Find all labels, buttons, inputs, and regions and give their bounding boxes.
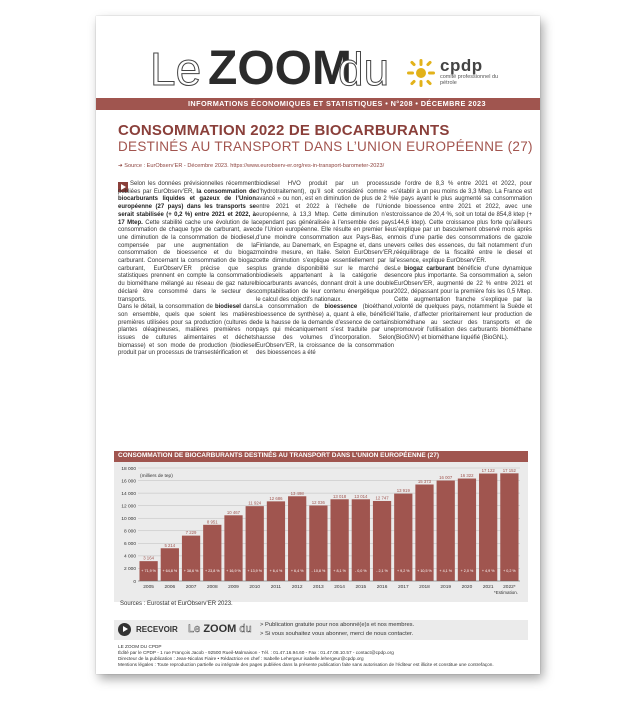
value-label: 8 951 <box>206 519 218 525</box>
growth-label: + 16,9 % <box>226 569 241 573</box>
masthead-zoom: ZOOM <box>208 42 352 95</box>
x-tick-label: 2017 <box>397 585 409 590</box>
footer <box>118 644 538 668</box>
x-tick-label: 2020 <box>461 585 473 590</box>
paragraph: Dans le détail, la consommation de biodiesel dans son ensemble, quels que soient les matières premières utilisées pour sa production (cultures de plantes oléagineuses, matières premières non issues de cultures alimentaires et déchets biomasse) et son mode de production (biodiesel produit par un processus de transestérification et <box>118 304 256 357</box>
cpdp-logo <box>406 56 526 96</box>
value-label: 13 498 <box>290 490 304 496</box>
y-tick-label: 2 000 <box>123 567 136 573</box>
growth-label: + 4,9 % <box>481 569 495 573</box>
value-label: 10 467 <box>226 509 241 515</box>
y-tick-label: 18 000 <box>121 466 136 472</box>
value-label: 7 229 <box>185 530 197 536</box>
x-tick-label: 2012 <box>291 585 303 590</box>
chart-title: CONSOMMATION DE BIOCARBURANTS DESTINÉS AU TRANSPORT DANS L’UNION EUROPÉENNE (27) <box>118 452 440 459</box>
growth-label: + 4,1 % <box>439 569 453 573</box>
paragraph: biodiesel HVO produit par un processus d’hydrotraitement), qu’il soit considéré comme « avancé » ou non, est en diminution de plus de 2 % entre 2021 et 2022 à l’échelle de l’Union européenne, à 13,3 Mtep. Cette diminution n’est cependant pas généralisée à l’ensemble des pays de l’Union européenne. Elle résulte en premier lieu d’une moindre consommation aux Pays-Bas, en Finlande, au Danemark, en Espagne et, dans une moindre mesure, en Italie. Selon EurObserv’ER, cette diminution s’explique essentiellement par la plus grande disponibilité sur le marché des biodiesels appartenant à la catégorie des biocarburants avancés, donnant droit à une double comptabilisation de leur contenu énergétique pour le calcul des objectifs nationaux. <box>256 181 394 303</box>
footer-line: Directeur de la publication : Jean-Nicolas Fiaire • Rédactrice en chef : Isabelle Lehergeur isabelle.lehergeur@cpdp.org <box>118 656 364 662</box>
growth-label: + 2,0 % <box>460 569 474 573</box>
masthead-le: Le <box>150 43 202 95</box>
growth-label: + 64,8 % <box>162 569 178 573</box>
chart-canvas <box>114 462 528 602</box>
growth-label: + 0,2 % <box>503 569 516 573</box>
estimation-note: *Estimation. <box>493 590 518 595</box>
x-tick-label: 2019 <box>440 585 452 590</box>
growth-label: + 6,4 % <box>269 569 283 573</box>
growth-label: - 2,1 % <box>376 569 388 573</box>
y-tick-label: 0 <box>133 579 136 585</box>
y-tick-label: 4 000 <box>123 554 136 560</box>
bar <box>394 494 412 581</box>
growth-label: + 10,5 % <box>417 569 432 573</box>
x-tick-label: 2021 <box>482 585 494 590</box>
paragraph: Selon les données prévisionnelles récemment publiées par EurObserv’ER, la consommation de biocarburants liquides et gazeux de l’Union européenne (27 pays) dans les transports se serait stabilisée (+ 0,2 %) entre 2021 et 2022, à 17 Mtep. Cette stabilité cache une évolution de la consommation de chaque type de carburant, avec une diminution de la consommation de biodiesel, compensée par une augmentation de la consommation de bioessence et du biogaz carburant. Concernant la consommation de biogaz carburant, EurObserv’ER précise que ses statistiques prennent en compte la consommation du biométhane mélangé au réseau de gaz naturel déclaré être consommé dans le secteur des transports. <box>118 181 256 303</box>
x-tick-label: 2006 <box>164 585 176 590</box>
issue-info: INFORMATIONS ÉCONOMIQUES ET STATISTIQUES • N°208 • DÉCEMBRE 2023 <box>188 99 486 108</box>
receive-line-1: > Publication gratuite pour nos abonné(e)s et nos membres. <box>260 622 415 628</box>
article-column-2 <box>256 181 394 358</box>
growth-label: + 13,9 % <box>247 569 263 573</box>
footer-line: LE ZOOM DU CPDP <box>118 644 162 649</box>
chart-sources: Sources : Eurostat et EurObserv’ER 2023. <box>120 601 233 607</box>
x-tick-label: 2022* <box>503 585 516 590</box>
value-label: 12 686 <box>269 495 283 501</box>
bar <box>500 473 518 581</box>
bar <box>437 481 455 581</box>
x-tick-label: 2009 <box>228 585 239 590</box>
growth-label: + 23,8 % <box>204 569 220 573</box>
y-tick-label: 6 000 <box>123 542 136 548</box>
value-label: 17 152 <box>502 467 516 473</box>
growth-label: - 0,0 % <box>354 569 367 573</box>
cpdp-flame-icon <box>406 58 436 88</box>
logo-name: cpdp <box>440 56 483 75</box>
value-label: 16 007 <box>439 475 453 481</box>
bar <box>161 548 179 581</box>
bar <box>182 536 200 581</box>
value-label: 17 122 <box>481 468 495 474</box>
article-title: CONSOMMATION 2022 DE BIOCARBURANTS <box>118 122 450 139</box>
issue-band <box>96 98 540 110</box>
bar <box>458 479 476 581</box>
x-tick-label: 2008 <box>206 585 218 590</box>
x-tick-label: 2014 <box>334 585 345 590</box>
bar <box>415 484 433 581</box>
y-tick-label: 12 000 <box>121 504 136 510</box>
value-label: 16 322 <box>460 473 474 479</box>
logo-subtitle: comité professionnel du pétrole <box>440 74 499 86</box>
value-label: 12 036 <box>311 499 325 505</box>
article-column-1 <box>118 181 256 358</box>
y-tick-label: 8 000 <box>123 529 136 535</box>
growth-label: + 38,6 % <box>183 569 199 573</box>
receive-logo: Le ZOOM du <box>188 623 252 635</box>
article-column-3 <box>394 181 532 343</box>
value-label: 13 014 <box>354 493 368 499</box>
x-tick-label: 2016 <box>376 585 388 590</box>
growth-label: + 6,4 % <box>290 569 304 573</box>
growth-label: - 10,8 % <box>311 569 326 573</box>
article-subtitle: DESTINÉS AU TRANSPORT DANS L’UNION EUROPÉENNE (27) <box>118 139 533 154</box>
value-label: 5 214 <box>164 542 176 548</box>
value-label: 13 018 <box>333 493 347 499</box>
receive-line-2: > Si vous souhaitez vous abonner, merci de nous contacter. <box>260 631 414 637</box>
x-tick-label: 2011 <box>270 585 282 590</box>
biofuel-chart <box>114 462 528 602</box>
receive-label[interactable]: RECEVOIR <box>136 625 178 634</box>
y-tick-label: 10 000 <box>121 517 136 523</box>
y-tick-label: 14 000 <box>121 491 136 497</box>
growth-label: + 8,1 % <box>333 569 346 573</box>
value-label: 3 164 <box>143 555 154 561</box>
chart-title-band <box>114 451 528 462</box>
x-tick-label: 2007 <box>185 585 197 590</box>
paragraph: Le biogaz carburant bénéficie d’une dynamique encore plus importante. Sa consommation a, selon EurObserv’ER, augmenté de 22 % entre 2021 et 2022, dépassant pour la première fois les 0,5 Mtep. Cette augmentation franche s’explique par la volonté de quelques pays, notamment la Suède et l’Italie, d’affecter prioritairement leur production de biométhane au secteur des transports et de promouvoir l’utilisation des carburants biométhane (BioGNV) et biométhane liquéfié (BioGNL). <box>394 265 533 342</box>
y-axis-label: (milliers de tep) <box>140 474 173 479</box>
growth-label: + 9,2 % <box>396 569 410 573</box>
value-label: 15 373 <box>417 478 432 484</box>
newsletter-page <box>96 16 540 674</box>
x-tick-label: 2018 <box>419 585 430 590</box>
x-tick-label: 2015 <box>355 585 367 590</box>
paragraph: de l’ordre de 8,3 % entre 2021 et 2022, pour s’établir à un peu moins de 3,3 Mtep. La France est le pays ayant le plus augmenté sa consommation de bioessence entre 2021 et 2022, avec une croissance de 20,4 %, soit un total de 854,8 ktep (+ 144,6 ktep). Cette croissance plus forte qu’ailleurs s’explique par un basculement observé mois après mois d’une partie des consommations de gazole vers celles des essences, du fait notamment d’un rééquilibrage de la fiscalité entre le diesel et l’essence, explique EurObserv’ER. <box>394 181 532 265</box>
footer-line: Mentions légales : Toute reproduction partielle ou intégrale des pages publiées dans la présente publication faite sans autorisation de l’éditeur est illicite et constitue une contrefaçon. <box>118 662 494 668</box>
x-tick-label: 2010 <box>249 585 261 590</box>
x-tick-label: 2005 <box>143 585 154 590</box>
masthead <box>96 16 540 98</box>
footer-line: Édité par le CPDP - 1 rue François Jacob - 92500 Rueil-Malmaison - Tél. : 01.47.16.94.60 - Fax : 01.47.08.10.57 - contact@cpdp.org <box>118 650 394 656</box>
bar <box>479 474 497 581</box>
value-label: 13 919 <box>396 488 410 494</box>
x-tick-label: 2013 <box>313 585 324 590</box>
play-arrow-icon <box>118 623 131 636</box>
growth-label: + 71,9 % <box>141 569 156 573</box>
paragraph: La consommation de bioessence (bioéthanol, bioessence de synthèse) a, quant à elle, bénéficié de la hausse de la demande d’essence de certains pays qui mécaniquement s’est traduite par une hausse des volumes d’incorporation. Selon EurObserv’ER, la croissance de la consommation des bioessences a été <box>256 304 394 357</box>
y-tick-label: 16 000 <box>121 479 136 485</box>
masthead-du: du <box>338 43 390 95</box>
receive-banner <box>114 620 528 640</box>
value-label: 12 747 <box>375 495 389 501</box>
article-source-link[interactable]: ➜ Source : EurObserv’ER - Décembre 2023. https://www.eurobserv-er.org/res-in-transport-barometer-2023/ <box>118 163 385 169</box>
value-label: 11 924 <box>248 500 262 506</box>
